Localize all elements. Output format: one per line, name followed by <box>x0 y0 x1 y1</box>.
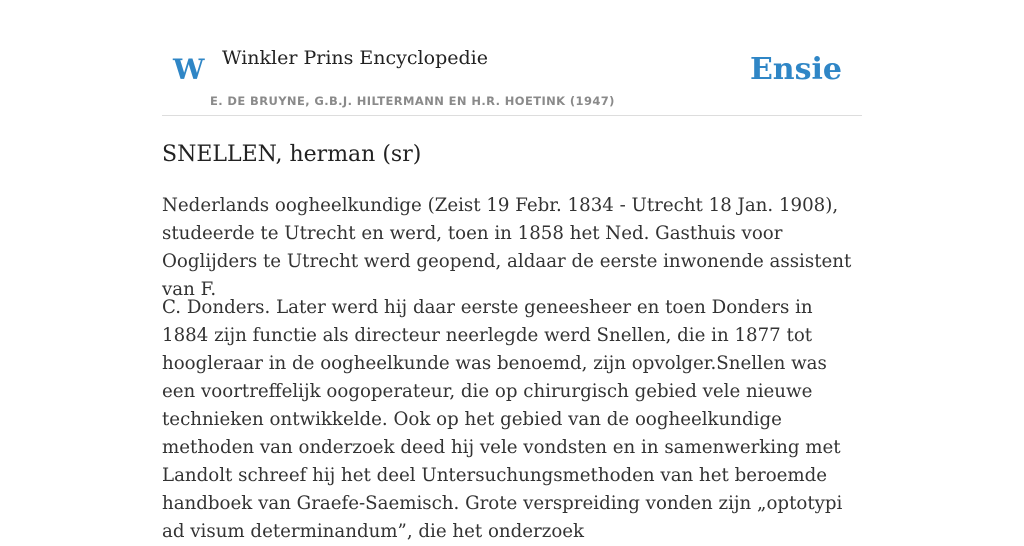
brand-logo-link[interactable]: Ensie <box>749 52 842 87</box>
source-title-link[interactable]: Winkler Prins Encyclopedie <box>222 47 488 69</box>
source-logo-icon: W <box>173 53 205 86</box>
article-title: SNELLEN, herman (sr) <box>162 142 422 167</box>
article-paragraph-2: C. Donders. Later werd hij daar eerste geneesheer en toen Donders in 1884 zijn functie als directeur neerlegde werd Snellen, die in 1877 tot hoogleraar in de oogheelkunde was benoemd, zijn opvolger.Snellen was een voortreffelijk oogoperateur, die op chirurgisch gebied vele nieuwe technieken ontwikkelde. Ook op het gebied van de oogheelkundige methoden van onderzoek deed hij vele vondsten en in samenwerking met Landolt schreef hij het deel Untersuchungsmethoden van het beroemde handboek van Graefe-Saemisch. Grote verspreiding vonden zijn „optotypi ad visum determinandum”, die het onderzoek <box>162 297 843 542</box>
page <box>162 0 862 542</box>
source-authors: E. DE BRUYNE, G.B.J. HILTERMANN EN H.R. HOETINK (1947) <box>210 94 615 108</box>
source-header <box>162 0 862 116</box>
article-paragraph-1: Nederlands oogheelkundige (Zeist 19 Febr. 1834 - Utrecht 18 Jan. 1908), studeerde te Utrecht en werd, toen in 1858 het Ned. Gasthuis voor Ooglijders te Utrecht werd geopend, aldaar de eerste inwonende assistent van F. <box>162 195 852 300</box>
